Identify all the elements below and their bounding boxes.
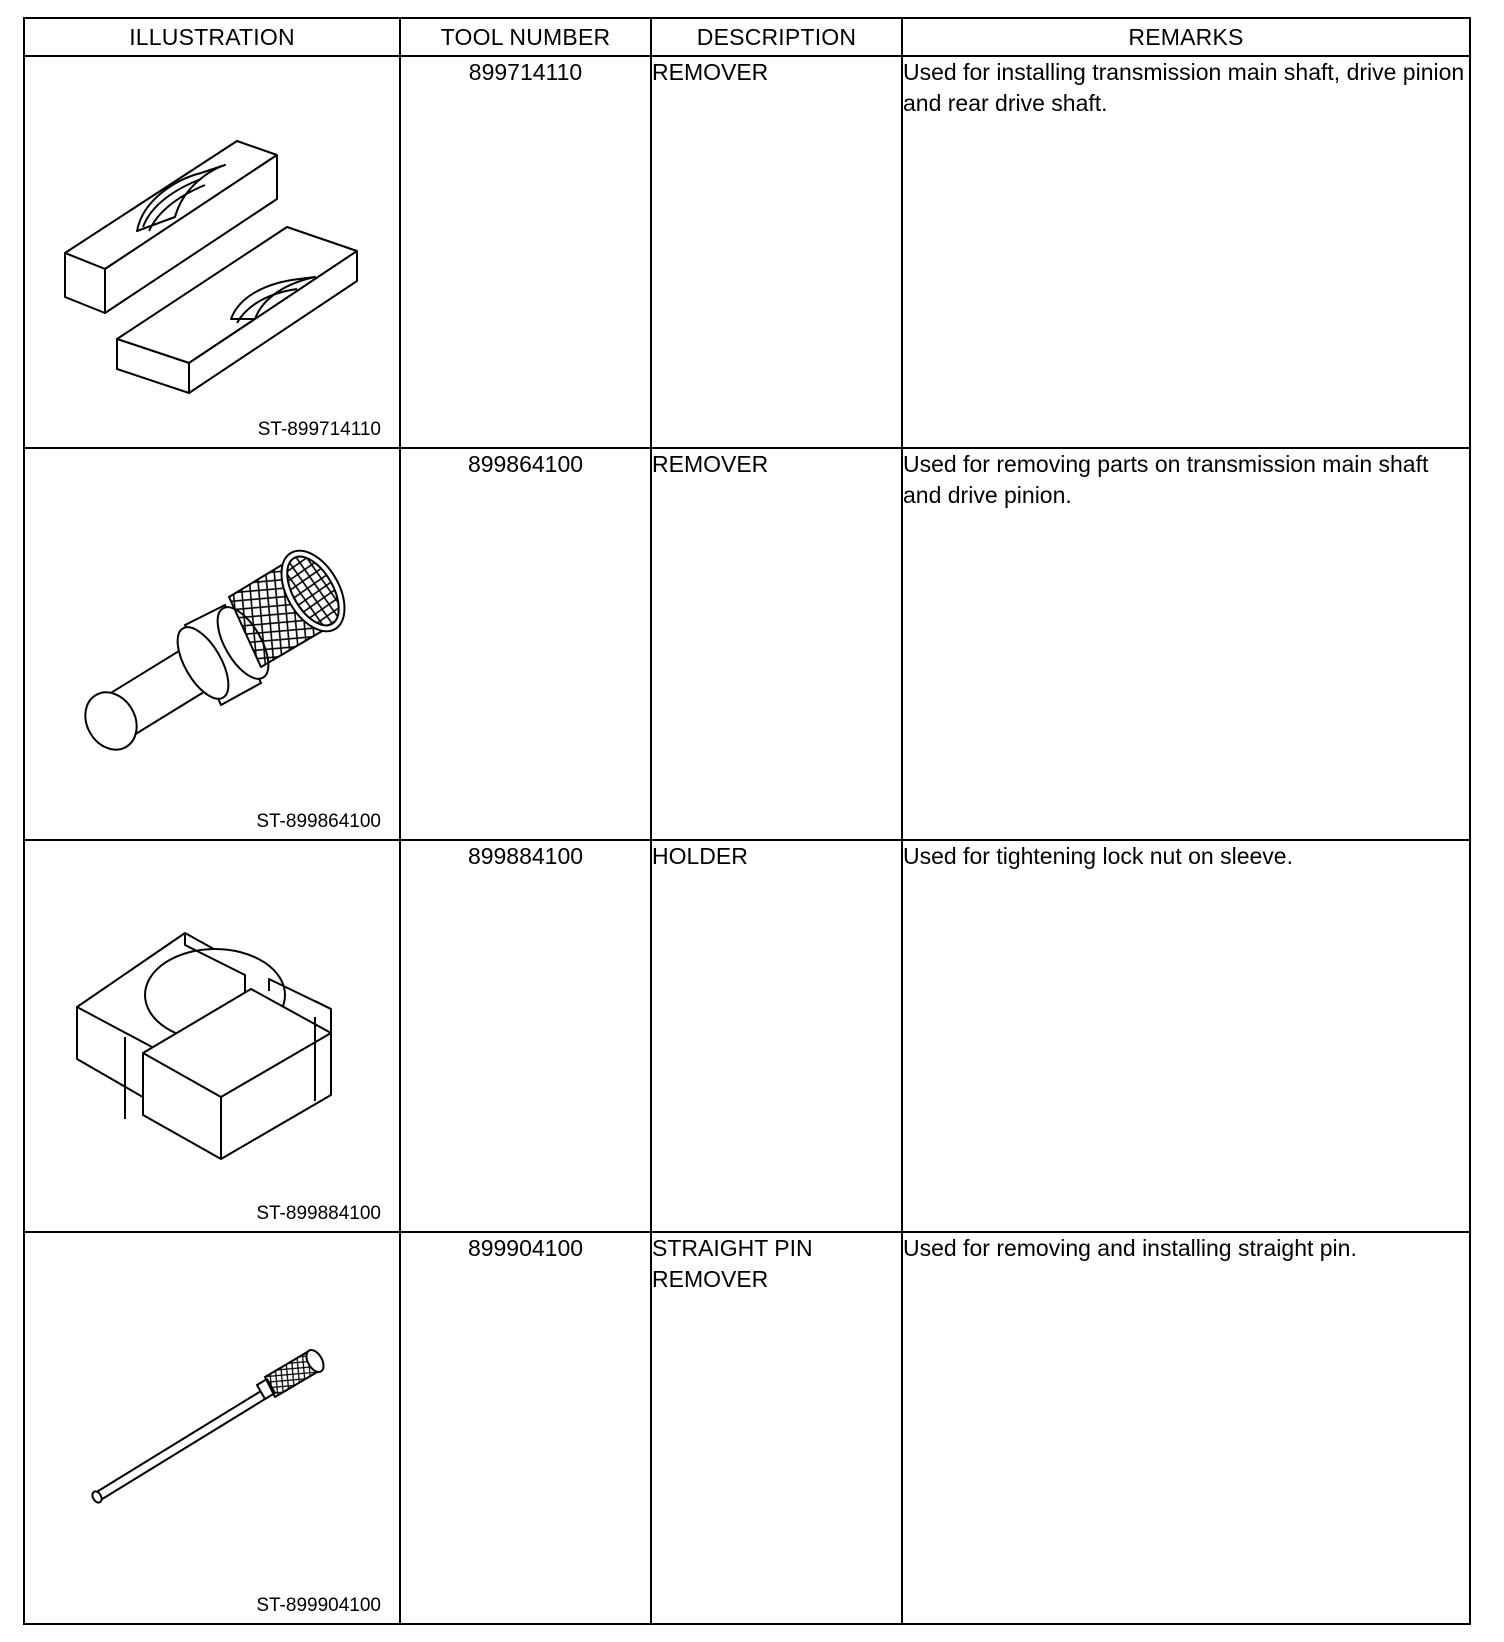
header-remarks: REMARKS bbox=[902, 18, 1470, 56]
remarks-cell: Used for removing parts on transmission main shaft and drive pinion. bbox=[902, 448, 1470, 840]
description-cell: HOLDER bbox=[651, 840, 902, 1232]
tool-number: 899714110 bbox=[468, 59, 583, 85]
remarks-cell: Used for tightening lock nut on sleeve. bbox=[902, 840, 1470, 1232]
remarks-cell: Used for removing and installing straight pin. bbox=[902, 1232, 1470, 1624]
tool-number-cell bbox=[400, 448, 651, 840]
illustration-code: ST-899714110 bbox=[257, 419, 381, 440]
header-description: DESCRIPTION bbox=[651, 18, 902, 56]
split-block-remover-icon bbox=[25, 57, 401, 447]
description-cell: STRAIGHT PIN REMOVER bbox=[651, 1232, 902, 1624]
tool-number-cell bbox=[400, 1232, 651, 1624]
illustration-code: ST-899904100 bbox=[256, 1595, 381, 1616]
special-tools-table bbox=[23, 17, 1471, 1625]
illustration-code: ST-899864100 bbox=[256, 811, 381, 832]
table-row bbox=[24, 840, 1470, 1232]
tool-number-cell bbox=[400, 56, 651, 448]
tool-number: 899904100 bbox=[467, 1235, 584, 1261]
straight-pin-punch-icon bbox=[25, 1233, 401, 1623]
header-illustration: ILLUSTRATION bbox=[24, 18, 400, 56]
tool-number-cell bbox=[400, 840, 651, 1232]
illustration-cell bbox=[24, 56, 400, 448]
tool-number: 899864100 bbox=[467, 451, 584, 477]
description-cell: REMOVER bbox=[651, 448, 902, 840]
illustration-cell bbox=[24, 840, 400, 1232]
table-row bbox=[24, 56, 1470, 448]
description-cell: REMOVER bbox=[651, 56, 902, 448]
illustration-code: ST-899884100 bbox=[256, 1203, 381, 1224]
table-header-row bbox=[24, 18, 1470, 56]
illustration-cell bbox=[24, 1232, 400, 1624]
split-holder-block-icon bbox=[25, 841, 401, 1231]
tool-number: 899884100 bbox=[467, 843, 584, 869]
illustration-cell bbox=[24, 448, 400, 840]
knurled-pin-remover-icon bbox=[25, 449, 401, 839]
remarks-cell: Used for installing transmission main shaft, drive pinion and rear drive shaft. bbox=[902, 56, 1470, 448]
table-row bbox=[24, 448, 1470, 840]
table-row bbox=[24, 1232, 1470, 1624]
header-tool-number: TOOL NUMBER bbox=[400, 18, 651, 56]
